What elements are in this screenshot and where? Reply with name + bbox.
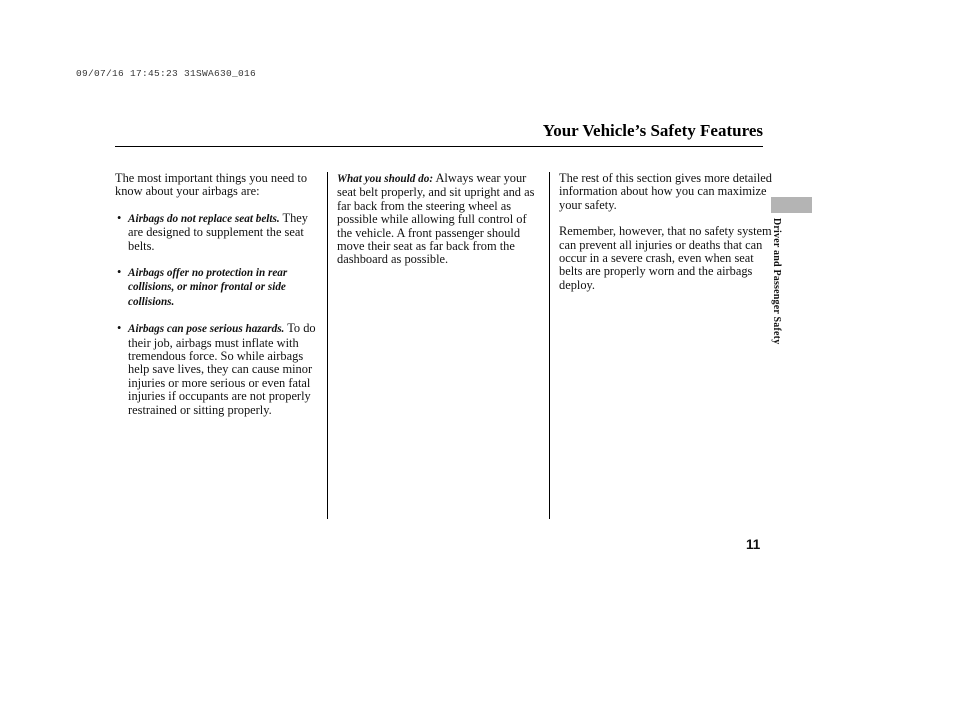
bullet-item: [115, 322, 320, 417]
bullet-icon: •: [117, 265, 122, 280]
bullet-item: [115, 212, 320, 253]
what-to-do-text: Always wear your seat belt properly, and sit upright and as far back from the steering wheel as possible while allowing full control of the vehicle. A front passenger should move their seat as far back from the dashboard as possible.: [337, 171, 535, 267]
bullet-icon: •: [117, 210, 122, 225]
reminder-paragraph: Remember, however, that no safety system can prevent all injuries or deaths that can occur in a severe crash, even when seat belts are properly worn and the airbags deploy.: [559, 224, 772, 292]
bullet-icon: •: [117, 321, 122, 336]
title-rule: [115, 146, 763, 147]
column-3: [559, 172, 774, 292]
bullet-text: They are designed to supplement the seat belts.: [128, 210, 308, 253]
page-number: 11: [746, 537, 761, 552]
bullet-item: [115, 266, 320, 309]
column-2: [337, 172, 542, 267]
what-to-do-heading: What you should do:: [337, 173, 434, 185]
section-info-paragraph: The rest of this section gives more detailed information about how you can maximize your safety.: [559, 171, 772, 212]
bullet-heading: Airbags offer no protection in rear collisions, or minor frontal or side collisions.: [128, 267, 288, 308]
bullet-heading: Airbags can pose serious hazards.: [128, 323, 285, 336]
bullet-text: To do their job, airbags must inflate with tremendous force. So while airbags help save lives, they can cause minor injuries or more serious or even fatal injuries if occupants are not properly restrained or sitting properly.: [128, 321, 316, 417]
intro-paragraph: The most important things you need to know about your airbags are:: [115, 171, 308, 199]
what-to-do-paragraph: [337, 172, 542, 267]
section-tab-marker: [771, 197, 812, 213]
print-timestamp: 09/07/16 17:45:23 31SWA630_016: [76, 68, 257, 79]
section-side-label: Driver and Passenger Safety: [771, 218, 782, 345]
page-title: Your Vehicle’s Safety Features: [542, 121, 763, 140]
column-divider: [549, 172, 550, 519]
column-1: [115, 172, 320, 430]
bullet-heading: Airbags do not replace seat belts.: [128, 212, 280, 225]
column-divider: [327, 172, 328, 519]
